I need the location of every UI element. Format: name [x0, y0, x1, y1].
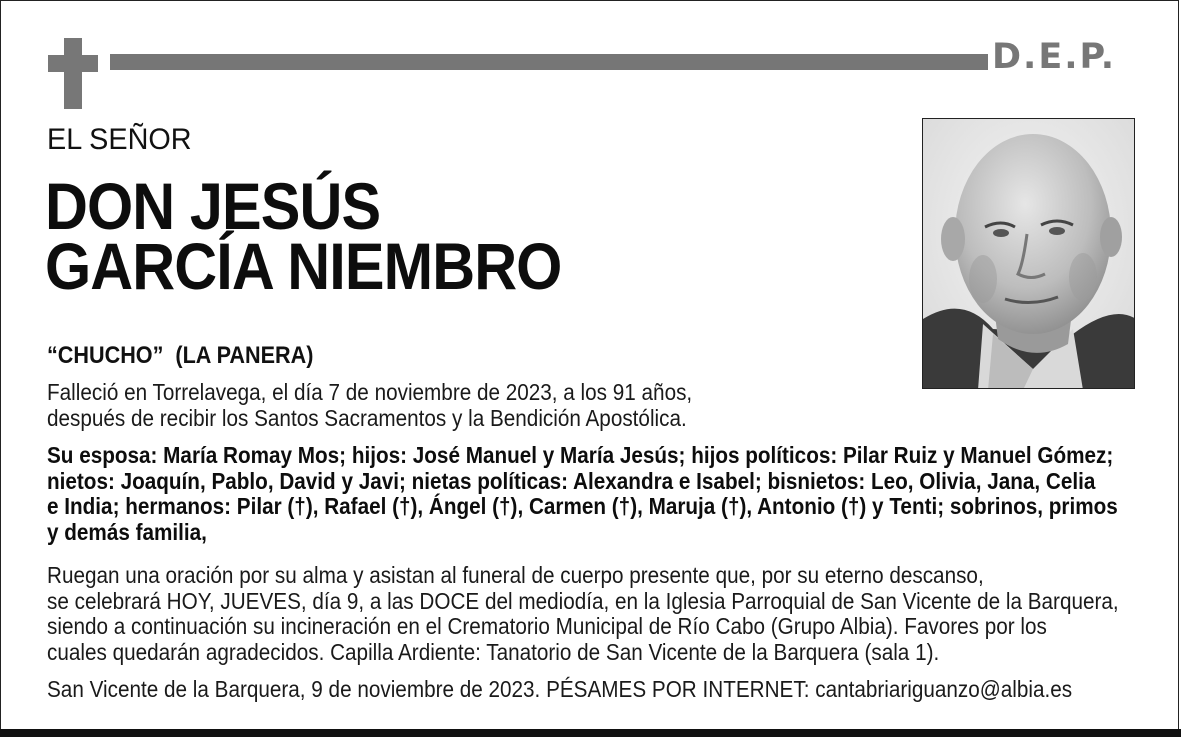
funeral-line: Ruegan una oración por su alma y asistan al funeral de cuerpo presente que, por su eterno descanso, — [47, 562, 984, 588]
family-line: Su esposa: María Romay Mos; hijos: José Manuel y María Jesús; hijos políticos: Pilar Ruiz y Manuel Gómez; — [47, 442, 1114, 468]
family-line: e India; hermanos: Pilar (†), Rafael (†), Ángel (†), Carmen (†), Maruja (†), Antonio (†) y Tenti; sobrinos, primos — [47, 493, 1118, 519]
bottom-rule — [0, 729, 1181, 737]
death-paragraph — [47, 380, 1073, 431]
closing-text: San Vicente de la Barquera, 9 de noviembre de 2023. PÉSAMES POR INTERNET: cantabriariguanzo@albia.es — [47, 676, 1073, 702]
name-line-1: DON JESÚS — [45, 169, 381, 243]
dep-label: D.E.P. — [992, 37, 1117, 77]
death-line: después de recibir los Santos Sacramentos y la Bendición Apostólica. — [47, 404, 687, 431]
funeral-paragraph — [47, 562, 1119, 665]
family-line: nietos: Joaquín, Pablo, David y Javi; nietas políticas: Alexandra e Isabel; bisnietos: Leo, Olivia, Jana, Celia — [47, 467, 1096, 494]
header-rule — [110, 54, 988, 70]
funeral-line: siendo a continuación su incineración en el Crematorio Municipal de Río Cabo (Grupo Albia). Favores por los — [47, 613, 1047, 639]
portrait-photo — [922, 118, 1135, 389]
family-paragraph — [47, 442, 1118, 545]
family-line: y demás familia, — [47, 518, 207, 545]
title-prefix: EL SEÑOR — [47, 123, 192, 156]
nickname: “CHUCHO” (LA PANERA) — [47, 342, 314, 369]
death-line: Falleció en Torrelavega, el día 7 de noviembre de 2023, a los 91 años, — [47, 379, 693, 405]
funeral-line: cuales quedarán agradecidos. Capilla Ardiente: Tanatorio de San Vicente de la Barquera (sala 1). — [47, 638, 940, 665]
closing-line — [47, 677, 1073, 703]
funeral-line: se celebrará HOY, JUEVES, día 9, a las DOCE del mediodía, en la Iglesia Parroquial de San Vicente de la Barquera, — [47, 587, 1119, 614]
name-line-2: GARCÍA NIEMBRO — [45, 229, 562, 303]
deceased-name — [45, 169, 603, 303]
